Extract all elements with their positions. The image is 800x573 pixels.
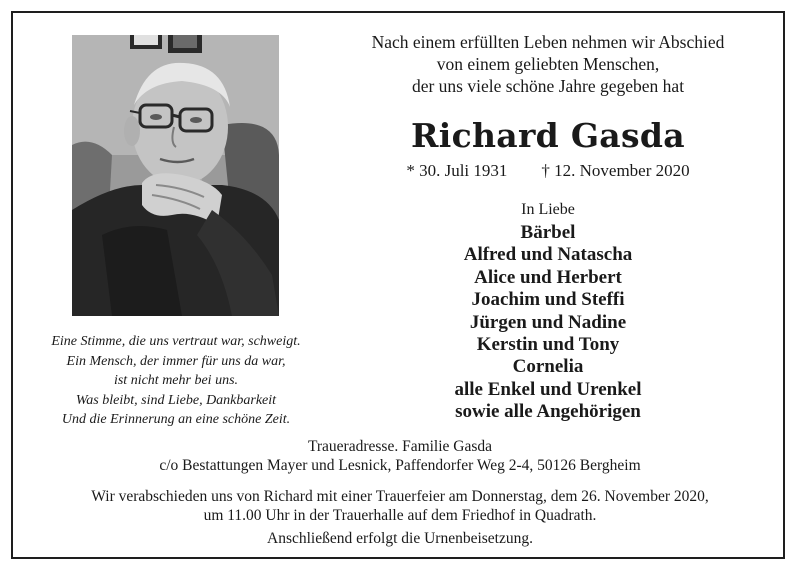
poem-line: Und die Erinnerung an eine schöne Zeit. <box>61 412 291 428</box>
poem <box>28 332 324 430</box>
family-member: Kerstin und Tony <box>476 334 620 356</box>
death-date: † 12. November 2020 <box>541 161 690 180</box>
poem-line: ist nicht mehr bei uns. <box>113 373 239 389</box>
intro-line: von einem geliebten Menschen, <box>436 54 660 74</box>
family-member: Alfred und Natascha <box>463 244 633 266</box>
intro-text <box>328 31 768 97</box>
poem-line: Ein Mensch, der immer für uns da war, <box>66 353 286 369</box>
closing-note: Anschließend erfolgt die Urnenbeisetzung. <box>267 530 533 547</box>
ceremony-line: um 11.00 Uhr in der Trauerhalle auf dem Friedhof in Quadrath. <box>203 507 597 524</box>
life-dates <box>328 160 768 182</box>
address-line: c/o Bestattungen Mayer und Lesnick, Paffendorfer Weg 2-4, 50126 Bergheim <box>159 457 641 474</box>
address-line: Traueradresse. Familie Gasda <box>307 438 493 455</box>
mourning-address <box>20 437 780 475</box>
in-liebe-label: In Liebe <box>521 201 575 218</box>
family-member: Alice und Herbert <box>474 266 622 288</box>
family-member: alle Enkel und Urenkel <box>454 378 642 400</box>
birth-date: * 30. Juli 1931 <box>406 161 508 180</box>
poem-line: Was bleibt, sind Liebe, Dankbarkeit <box>75 392 277 408</box>
family-list <box>328 222 768 424</box>
intro-line: Nach einem erfüllten Leben nehmen wir Abschied <box>371 32 725 52</box>
family-member: sowie alle Angehörigen <box>455 401 641 423</box>
family-member: Joachim und Steffi <box>471 289 625 311</box>
poem-line: Eine Stimme, die uns vertraut war, schweigt. <box>51 334 301 349</box>
family-member: Cornelia <box>512 356 584 378</box>
family-member: Bärbel <box>520 222 576 243</box>
intro-line: der uns viele schöne Jahre gegeben hat <box>411 76 685 96</box>
ceremony-line: Wir verabschieden uns von Richard mit einer Trauerfeier am Donnerstag, dem 26. November 2020, <box>91 488 709 505</box>
portrait-photo <box>72 35 279 316</box>
family-member: Jürgen und Nadine <box>469 311 627 333</box>
deceased-name: Richard Gasda <box>411 116 685 155</box>
ceremony-info <box>20 487 780 525</box>
